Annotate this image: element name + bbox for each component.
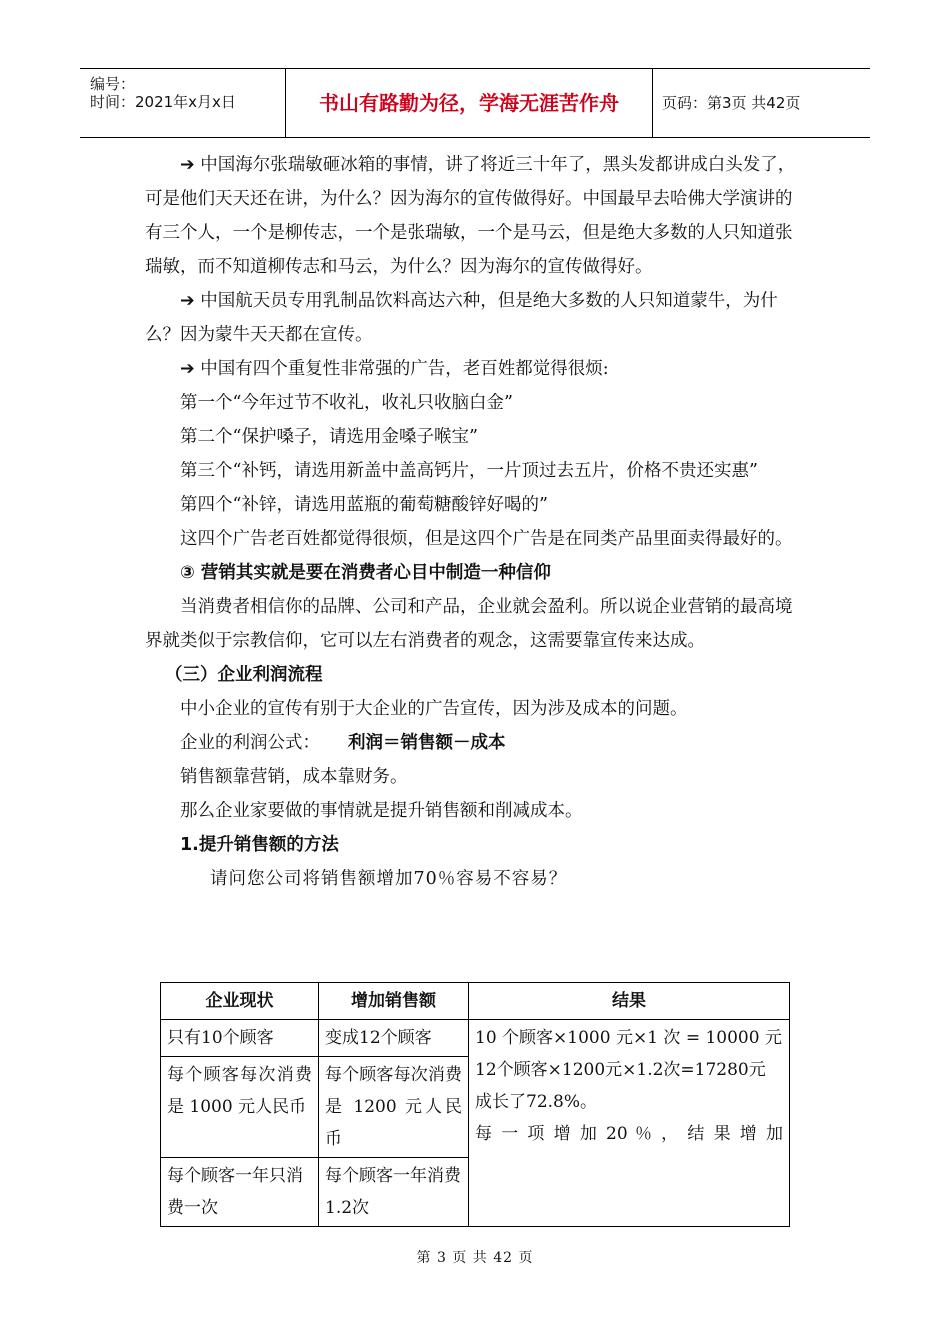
paragraph-mengniu: ➔ 中国航天员专用乳制品饮料高达六种，但是绝大多数的人只知道蒙牛，为什么？因为蒙牛天天都在宣传。	[145, 291, 778, 345]
heading-belief: ③ 营销其实就是要在消费者心目中制造一种信仰	[180, 563, 551, 583]
result-cell	[469, 1020, 790, 1227]
table-header-row	[161, 983, 790, 1020]
table-row	[161, 1020, 790, 1057]
formula-line	[145, 726, 805, 760]
table-cell: 每个顾客每次消费是 1200 元人民币	[319, 1057, 469, 1158]
method-title: 1.提升销售额的方法	[180, 835, 339, 855]
table-cell: 每个顾客每次消费是 1000 元人民币	[161, 1057, 319, 1158]
ad-item: 第三个“补钙，请选用新盖中盖高钙片，一片顶过去五片，价格不贵还实惠”	[180, 461, 758, 481]
arrow-icon: ➔	[180, 359, 195, 379]
ad-item: 第四个“补锌，请选用蓝瓶的葡萄糖酸锌好喝的”	[180, 495, 548, 515]
header-meta-cell	[80, 69, 286, 137]
table-header: 企业现状	[161, 983, 319, 1020]
section-title: （三）企业利润流程	[165, 665, 323, 685]
result-line: 成长了72.8%。	[475, 1092, 598, 1112]
page-header	[80, 68, 870, 138]
table-cell: 每个顾客一年消费1.2次	[319, 1158, 469, 1227]
entrepreneur-task: 那么企业家要做的事情就是提升销售额和削减成本。	[180, 801, 583, 821]
formula-label: 企业的利润公式：	[180, 733, 320, 753]
result-line: 10 个顾客×1000 元×1 次 = 10000 元	[475, 1028, 782, 1048]
result-line: 12个顾客×1200元×1.2次=17280元	[475, 1060, 766, 1080]
table-cell: 只有10个顾客	[161, 1020, 319, 1057]
ads-summary: 这四个广告老百姓都觉得很烦，但是这四个广告是在同类产品里面卖得最好的。	[180, 529, 793, 549]
table-header: 增加销售额	[319, 983, 469, 1020]
number-label: 编号：	[90, 75, 136, 93]
table-cell: 每个顾客一年只消费一次	[161, 1158, 319, 1227]
page-info: 页码：第3页 共42页	[662, 94, 801, 112]
table-header: 结果	[469, 983, 790, 1020]
paragraph-ads-intro: ➔ 中国有四个重复性非常强的广告，老百姓都觉得很烦:	[180, 359, 609, 379]
arrow-icon: ➔	[180, 291, 195, 311]
ad-item: 第二个“保护嗓子，请选用金嗓子喉宝”	[180, 427, 478, 447]
formula: 利润＝销售额－成本	[348, 733, 506, 753]
document-body	[145, 148, 805, 896]
arrow-icon: ➔	[180, 155, 195, 175]
table-cell: 变成12个顾客	[319, 1020, 469, 1057]
date-label: 时间：2021年x月x日	[90, 93, 236, 111]
paragraph-haier: ➔ 中国海尔张瑞敏砸冰箱的事情，讲了将近三十年了，黑头发都讲成白头发了，可是他们天天还在讲，为什么？因为海尔的宣传做得好。中国最早去哈佛大学演讲的有三个人，一个是柳传志，一个是张瑞敏，一个是马云，但是绝大多数的人只知道张瑞敏，而不知道柳传志和马云，为什么？因为海尔的宣传做得好。	[145, 155, 796, 277]
belief-text: 当消费者相信你的品牌、公司和产品，企业就会盈利。所以说企业营销的最高境界就类似于宗教信仰，它可以左右消费者的观念，这需要靠宣传来达成。	[145, 597, 793, 651]
profit-intro: 中小企业的宣传有别于大企业的广告宣传，因为涉及成本的问题。	[180, 699, 688, 719]
question: 请问您公司将销售额增加70％容易不容易？	[210, 869, 568, 889]
sales-cost: 销售额靠营销，成本靠财务。	[180, 767, 408, 787]
ad-item: 第一个“今年过节不收礼，收礼只收脑白金”	[180, 393, 513, 413]
result-line: 每 一 项 增 加 20 ％ ， 结 果 增 加	[475, 1124, 783, 1144]
sales-table	[160, 982, 790, 1227]
motto: 书山有路勤为径，学海无涯苦作舟	[286, 69, 653, 137]
page-footer: 第 3 页 共 42 页	[416, 1250, 534, 1266]
